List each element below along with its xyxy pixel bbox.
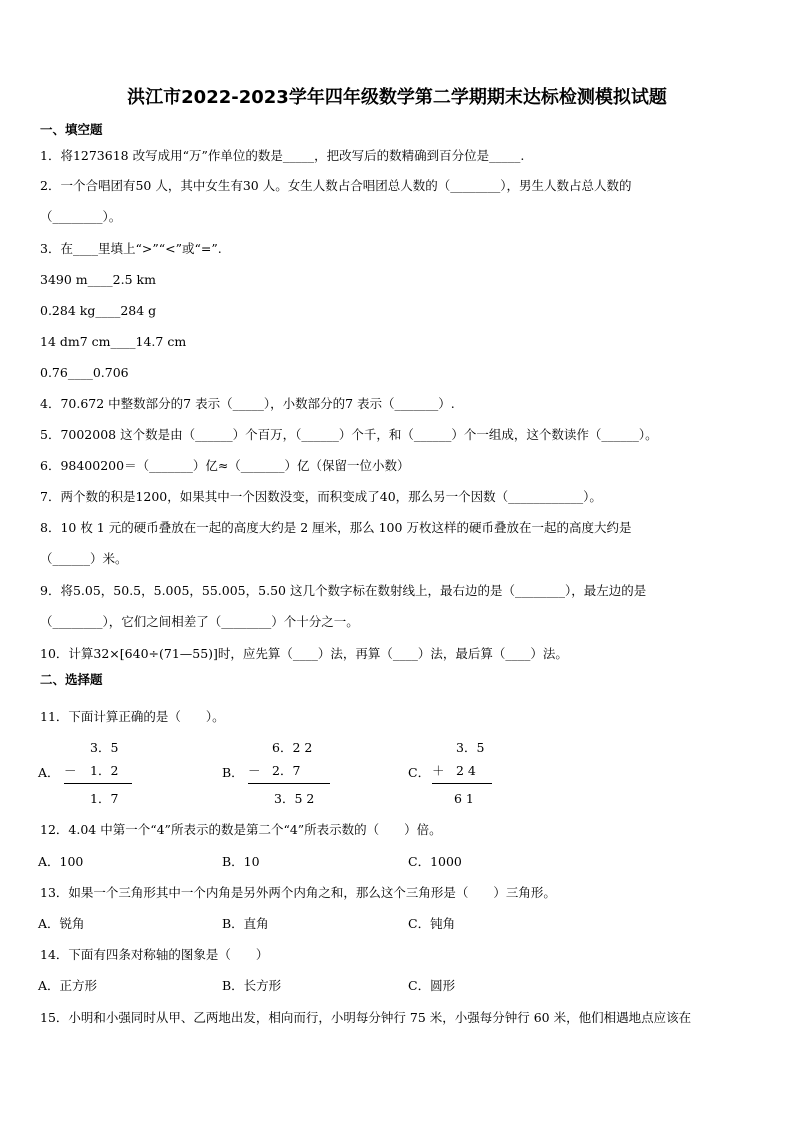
question-11: 11．下面计算正确的是（ ）。 [40,709,225,724]
section-choice: 二、选择题 [40,672,103,687]
q11-option-b-result: 3．5 2 [274,791,315,806]
question-2-line-2: （________）。 [40,209,122,224]
q13-option-a: A．锐角 [38,916,85,931]
question-8-line-1: 8．10 枚 1 元的硬币叠放在一起的高度大约是 2 厘米，那么 100 万枚这样的硬币叠放在一起的高度大约是 [40,520,632,535]
question-9-line-2: （________），它们之间相差了（________）个十分之一。 [40,614,359,629]
q11-option-c-result: 6 1 [454,791,474,806]
q11-option-c-rule [432,783,492,784]
question-4: 4．70.672 中整数部分的7 表示（_____），小数部分的7 表示（_______）. [40,396,455,411]
q11-option-c-mid: 2 4 [456,763,476,778]
q11-option-a-rule [64,783,132,784]
q11-option-a-operator: － [64,763,77,778]
question-8-line-2: （______）米。 [40,551,128,566]
q11-option-c-label: C． [408,765,431,780]
q12-option-c: C．1000 [408,854,462,869]
q11-option-b-top: 6．2 2 [272,740,313,755]
q12-option-a: A．100 [38,854,84,869]
question-13: 13．如果一个三角形其中一个内角是另外两个内角之和，那么这个三角形是（ ）三角形。 [40,885,556,900]
q13-option-c: C．钝角 [408,916,456,931]
q11-option-a-result: 1．7 [90,791,119,806]
question-3-item-c: 14 dm7 cm____14.7 cm [40,334,187,349]
q13-option-b: B．直角 [222,916,269,931]
section-fill-blank: 一、填空题 [40,122,103,137]
question-1: 1．将1273618 改写成用“万”作单位的数是_____，把改写后的数精确到百分位是_____. [40,148,525,163]
q11-option-a-label: A． [38,765,60,780]
q11-option-b-label: B． [222,765,244,780]
question-10: 10．计算32×[640÷(71—55)]时，应先算（____）法，再算（____）法，最后算（____）法。 [40,646,568,661]
q11-option-c-operator: ＋ [432,763,445,778]
q14-option-b: B．长方形 [222,978,282,993]
question-3: 3．在____里填上“>”“<”或“=”. [40,241,222,256]
question-12: 12．4.04 中第一个“4”所表示的数是第二个“4”所表示数的（ ）倍。 [40,822,442,837]
question-14: 14．下面有四条对称轴的图象是（ ） [40,947,269,962]
page-title: 洪江市2022-2023学年四年级数学第二学期期末达标检测模拟试题 [127,87,667,108]
question-7: 7．两个数的积是1200，如果其中一个因数没变，而积变成了40，那么另一个因数（____________）。 [40,489,602,504]
q12-option-b: B．10 [222,854,260,869]
q11-option-b-rule [248,783,330,784]
q11-option-a-mid: 1．2 [90,763,119,778]
q11-option-b-mid: 2．7 [272,763,301,778]
question-3-item-d: 0.76____0.706 [40,365,129,380]
question-3-item-b: 0.284 kg____284 g [40,303,157,318]
q11-option-a-top: 3．5 [90,740,119,755]
q11-option-c-top: 3．5 [456,740,485,755]
question-15: 15．小明和小强同时从甲、乙两地出发，相向而行，小明每分钟行 75 米，小强每分钟行 60 米，他们相遇地点应该在 [40,1010,692,1025]
question-9-line-1: 9．将5.05，50.5，5.005，55.005，5.50 这几个数字标在数射线上，最右边的是（________），最左边的是 [40,583,647,598]
question-2-line-1: 2．一个合唱团有50 人，其中女生有30 人。女生人数占合唱团总人数的（________），男生人数占总人数的 [40,178,632,193]
question-6: 6．98400200＝（_______）亿≈（_______）亿（保留一位小数） [40,458,410,473]
q14-option-a: A．正方形 [38,978,98,993]
question-5: 5．7002008 这个数是由（______）个百万，（______）个千，和（______）个一组成，这个数读作（______）。 [40,427,658,442]
q11-option-b-operator: － [248,763,261,778]
question-3-item-a: 3490 m____2.5 km [40,272,156,287]
q14-option-c: C．圆形 [408,978,456,993]
